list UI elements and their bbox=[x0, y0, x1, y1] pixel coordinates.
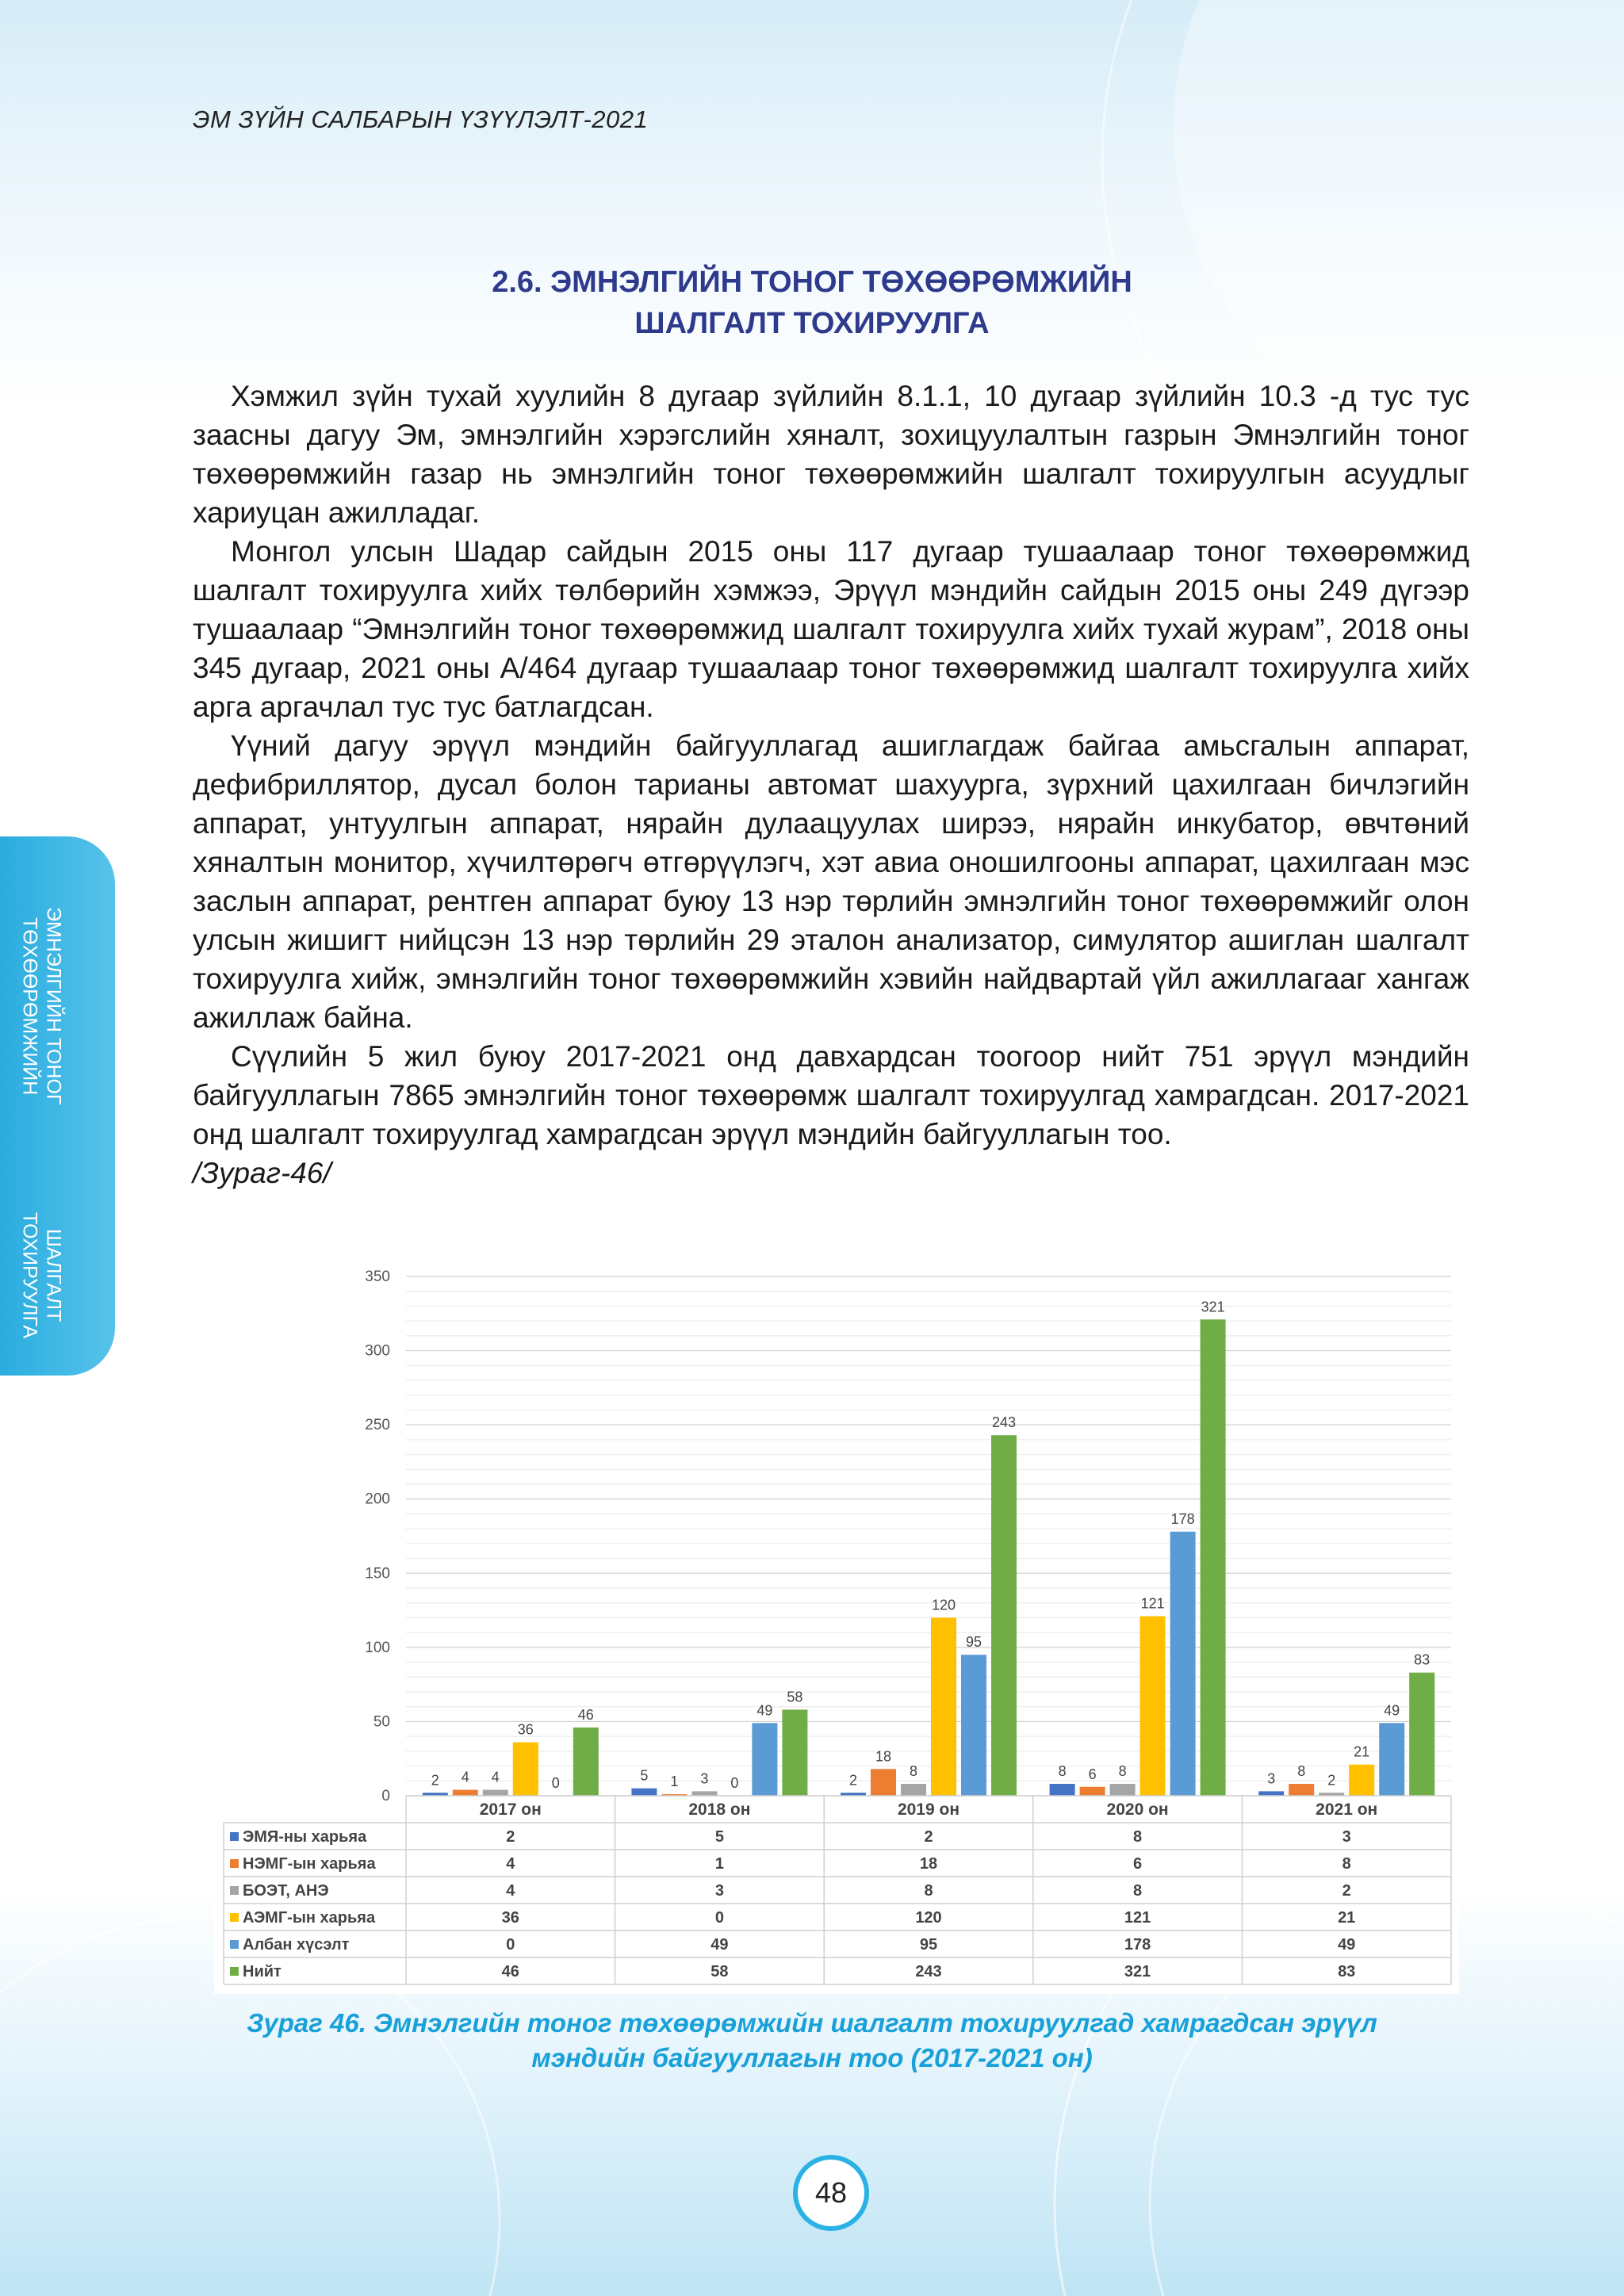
data-label: 18 bbox=[875, 1748, 892, 1765]
table-cell: 121 bbox=[1124, 1909, 1151, 1927]
legend-swatch bbox=[230, 1886, 239, 1895]
bar bbox=[1258, 1791, 1284, 1796]
bar bbox=[1409, 1673, 1434, 1796]
table-cell: 3 bbox=[714, 1882, 724, 1900]
bar bbox=[1379, 1723, 1404, 1796]
data-label: 2 bbox=[431, 1772, 439, 1789]
data-label: 3 bbox=[700, 1770, 709, 1787]
legend-label: Албан хүсэлт bbox=[243, 1936, 350, 1954]
bar bbox=[1349, 1765, 1374, 1796]
legend-swatch bbox=[230, 1859, 239, 1868]
x-tick-label: 2018 он bbox=[688, 1800, 751, 1819]
x-tick-label: 2021 он bbox=[1316, 1800, 1378, 1819]
legend-label: ЭМЯ-ны харьяа bbox=[243, 1828, 367, 1846]
bar bbox=[871, 1769, 896, 1796]
y-tick-label: 150 bbox=[365, 1565, 390, 1582]
y-tick-label: 50 bbox=[373, 1713, 390, 1731]
y-tick-label: 250 bbox=[365, 1417, 390, 1434]
table-cell: 4 bbox=[506, 1882, 515, 1900]
table-cell: 2 bbox=[924, 1828, 933, 1846]
figure-reference: /Зураг-46/ bbox=[193, 1157, 331, 1189]
table-cell: 49 bbox=[710, 1936, 729, 1954]
data-label: 58 bbox=[787, 1689, 803, 1705]
section-title-line-1: 2.6. ЭМНЭЛГИЙН ТОНОГ ТӨХӨӨРӨМЖИЙН bbox=[492, 266, 1132, 299]
table-cell: 6 bbox=[1133, 1855, 1143, 1873]
side-tab-line-1: ЭМНЭЛГИЙН ТОНОГ ТӨХӨӨРӨМЖИЙН bbox=[18, 907, 65, 1105]
data-label: 120 bbox=[931, 1597, 956, 1613]
bar bbox=[1110, 1784, 1136, 1796]
paragraph: Үүний дагуу эрүүл мэндийн байгууллагад ашиглагдаж байгаа амьсгалын аппарат, дефибриллятор, дусал болон тарианы автомат шахуурга, зүрхний цахилгаан бичлэгийн аппарат, унтуулгын аппарат, нярайн дулаацуулах ширээ, нярайн инкубатор, өвчтөний хяналтын монитор, хүчилтөрөгч өтгөрүүлэгч, хэт авиа оношилгооны аппарат, цахилгаан мэс заслын аппарат, рентген аппарат буюу 13 нэр төрлийн эмнэлгийн тоног төхөөрөмжийг олон улсын жишигт нийцсэн 13 нэр төрлийн 29 эталон анализатор, симулятор ашиглан шалгалт тохируулга хийж, эмнэлгийн тоног төхөөрөмжийн хэвийн найдвартай үйл ажиллагааг хангаж ажиллаж байна. bbox=[193, 729, 1469, 1034]
caption-line-1: Зураг 46. Эмнэлгийн тоног төхөөрөмжийн шалгалт тохируулгад хамрагдсан эрүүл bbox=[247, 2008, 1377, 2038]
bar bbox=[573, 1728, 599, 1796]
bar bbox=[1080, 1787, 1105, 1796]
table-cell: 2 bbox=[1342, 1882, 1351, 1900]
table-cell: 8 bbox=[924, 1882, 933, 1900]
table-cell: 1 bbox=[714, 1855, 724, 1873]
table-cell: 46 bbox=[501, 1963, 519, 1980]
data-label: 121 bbox=[1140, 1595, 1165, 1612]
data-label: 5 bbox=[640, 1767, 649, 1784]
data-label: 0 bbox=[551, 1775, 560, 1791]
bar bbox=[752, 1723, 777, 1796]
y-tick-label: 200 bbox=[365, 1490, 390, 1508]
legend-swatch bbox=[230, 1832, 239, 1841]
data-label: 36 bbox=[517, 1721, 534, 1738]
side-tab-label bbox=[0, 836, 83, 1376]
y-tick-label: 350 bbox=[365, 1269, 390, 1285]
legend-swatch bbox=[230, 1967, 239, 1976]
section-title bbox=[0, 262, 1624, 344]
data-label: 178 bbox=[1170, 1510, 1195, 1527]
data-label: 8 bbox=[1118, 1763, 1127, 1780]
data-label: 4 bbox=[491, 1769, 500, 1785]
table-cell: 5 bbox=[714, 1828, 724, 1846]
bar bbox=[691, 1791, 717, 1796]
table-cell: 2 bbox=[506, 1828, 515, 1846]
bar bbox=[1140, 1617, 1166, 1796]
bar bbox=[901, 1784, 926, 1796]
data-label: 1 bbox=[670, 1774, 679, 1790]
table-cell: 243 bbox=[915, 1963, 942, 1980]
data-label: 95 bbox=[965, 1634, 982, 1651]
bar bbox=[631, 1789, 657, 1796]
legend-label: БОЭТ, АНЭ bbox=[243, 1882, 329, 1900]
bar-chart-figure bbox=[214, 1257, 1459, 1994]
data-label: 2 bbox=[848, 1772, 858, 1789]
side-tab-line-2: ШАЛГАЛТ ТОХИРУУЛГА bbox=[18, 1212, 65, 1339]
section-title-line-2: ШАЛГАЛТ ТОХИРУУЛГА bbox=[634, 307, 990, 340]
bar bbox=[1201, 1319, 1226, 1796]
bar bbox=[453, 1790, 478, 1796]
legend-label: Нийт bbox=[243, 1963, 282, 1980]
data-label: 21 bbox=[1354, 1743, 1370, 1760]
data-label: 49 bbox=[756, 1702, 773, 1719]
table-cell: 21 bbox=[1338, 1909, 1356, 1927]
data-label: 46 bbox=[577, 1706, 594, 1723]
running-header: ЭМ ЗҮЙН САЛБАРЫН ҮЗҮҮЛЭЛТ-2021 bbox=[193, 105, 649, 133]
legend-label: НЭМГ-ын харьяа bbox=[243, 1855, 376, 1873]
data-label: 4 bbox=[461, 1769, 469, 1785]
legend-swatch bbox=[230, 1913, 239, 1922]
bar bbox=[782, 1709, 807, 1796]
table-cell: 3 bbox=[1342, 1828, 1351, 1846]
table-cell: 120 bbox=[915, 1909, 942, 1927]
figure-caption bbox=[0, 2006, 1624, 2076]
data-label: 83 bbox=[1414, 1651, 1431, 1668]
y-tick-label: 0 bbox=[381, 1788, 390, 1804]
body-text bbox=[193, 377, 1469, 1192]
table-cell: 4 bbox=[506, 1855, 515, 1873]
table-cell: 49 bbox=[1338, 1936, 1356, 1954]
data-label: 8 bbox=[1297, 1763, 1306, 1780]
bar bbox=[1170, 1532, 1196, 1796]
table-cell: 0 bbox=[506, 1936, 515, 1954]
x-tick-label: 2019 он bbox=[897, 1800, 960, 1819]
bar bbox=[513, 1743, 538, 1796]
table-cell: 178 bbox=[1124, 1936, 1151, 1954]
bar bbox=[483, 1790, 508, 1796]
data-label: 8 bbox=[1058, 1763, 1067, 1780]
x-tick-label: 2020 он bbox=[1106, 1800, 1169, 1819]
caption-line-2: мэндийн байгууллагын тоо (2017-2021 он) bbox=[531, 2043, 1093, 2072]
table-cell: 36 bbox=[501, 1909, 519, 1927]
data-label: 8 bbox=[909, 1763, 918, 1780]
bar bbox=[1289, 1784, 1314, 1796]
legend-label: АЭМГ-ын харьяа bbox=[243, 1909, 376, 1927]
table-cell: 8 bbox=[1342, 1855, 1351, 1873]
data-label: 0 bbox=[730, 1775, 739, 1791]
table-cell: 18 bbox=[919, 1855, 938, 1873]
table-cell: 8 bbox=[1133, 1828, 1143, 1846]
data-label: 49 bbox=[1384, 1702, 1400, 1719]
paragraph: Хэмжил зүйн тухай хуулийн 8 дугаар зүйлийн 8.1.1, 10 дугаар зүйлийн 10.3 -д тус тус заасны дагуу Эм, эмнэлгийн хэрэгслийн хяналт, зохицуулалтын газрын Эмнэлгийн тоног төхөөрөмжийн газар нь эмнэлгийн тоног төхөөрөмжийн шалгалт тохируулгын асуудлыг хариуцан ажилладаг. bbox=[193, 380, 1469, 529]
table-cell: 0 bbox=[714, 1909, 724, 1927]
data-label: 3 bbox=[1267, 1770, 1276, 1787]
page-number: 48 bbox=[793, 2155, 869, 2231]
table-cell: 8 bbox=[1133, 1882, 1143, 1900]
bar bbox=[961, 1655, 986, 1796]
table-cell: 83 bbox=[1338, 1963, 1356, 1980]
paragraph: Сүүлийн 5 жил буюу 2017-2021 онд давхардсан тоогоор нийт 751 эрүүл мэндийн байгууллагын 7865 эмнэлгийн тоног төхөөрөмж шалгалт тохируулгад хамрагдсан. 2017-2021 онд шалгалт тохируулгад хамрагдсан эрүүл мэндийн байгууллагын тоо. bbox=[193, 1040, 1469, 1150]
data-label: 321 bbox=[1201, 1299, 1225, 1315]
y-tick-label: 300 bbox=[365, 1342, 390, 1360]
bar-chart bbox=[214, 1257, 1459, 1994]
data-label: 6 bbox=[1088, 1766, 1097, 1782]
x-tick-label: 2017 он bbox=[479, 1800, 542, 1819]
paragraph: Монгол улсын Шадар сайдын 2015 оны 117 дугаар тушаалаар тоног төхөөрөмжид шалгалт тохируулга хийх төлбөрийн хэмжээ, Эрүүл мэндийн сайдын 2015 оны 249 дүгээр тушаалаар “Эмнэлгийн тоног төхөөрөмжид шалгалт тохируулга хийх тухай журам”, 2018 оны 345 дугаар, 2021 оны А/464 дугаар тушаалаар тоног төхөөрөмжид шалгалт тохируулга хийх арга аргачлал тус тус батлагдсан. bbox=[193, 535, 1469, 723]
table-cell: 58 bbox=[710, 1963, 729, 1980]
data-label: 243 bbox=[991, 1414, 1017, 1431]
table-cell: 321 bbox=[1124, 1963, 1151, 1980]
legend-swatch bbox=[230, 1940, 239, 1949]
y-tick-label: 100 bbox=[365, 1639, 390, 1656]
data-label: 2 bbox=[1327, 1772, 1336, 1789]
bar bbox=[991, 1435, 1017, 1796]
bar bbox=[1050, 1784, 1075, 1796]
bar bbox=[931, 1617, 956, 1796]
table-cell: 95 bbox=[919, 1936, 938, 1954]
